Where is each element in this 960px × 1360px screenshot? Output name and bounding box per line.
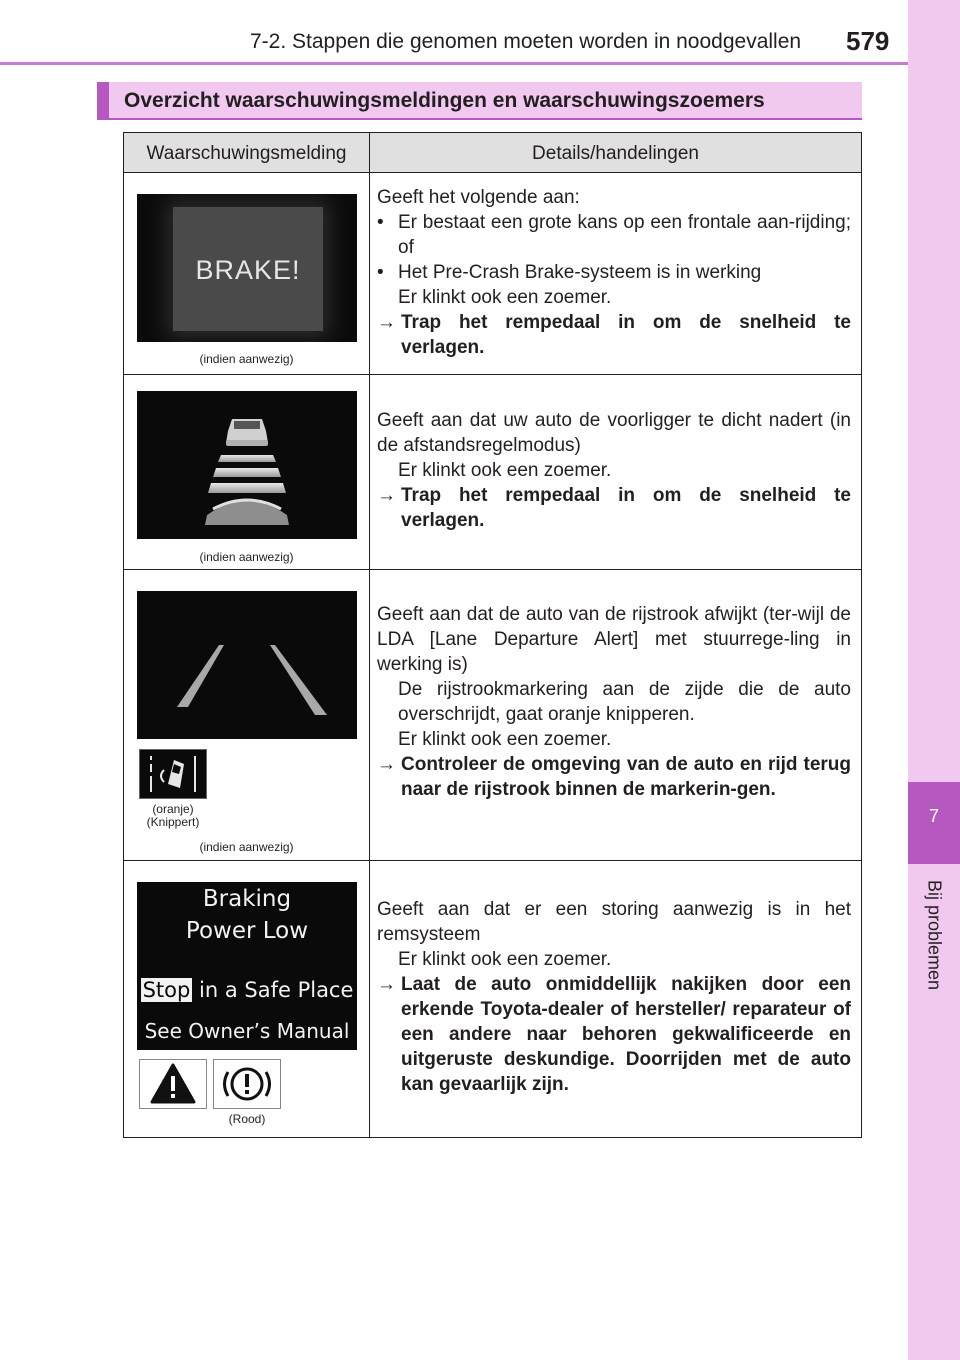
section-banner bbox=[97, 82, 862, 120]
table-row-distance bbox=[124, 375, 861, 569]
screen-line-safe-place: Stop in a Safe Place bbox=[142, 978, 354, 1002]
details-note: Er klinkt ook een zoemer. bbox=[398, 460, 612, 481]
header-warning-message: Waarschuwingsmelding bbox=[146, 143, 347, 164]
table-row-brake bbox=[124, 174, 861, 374]
details-intro: Geeft het volgende aan: bbox=[377, 187, 580, 208]
brake-warning-text: BRAKE! bbox=[195, 255, 301, 285]
row-details bbox=[377, 185, 851, 360]
table-row-braking-power bbox=[124, 861, 861, 1137]
screen-line-power-low: Power Low bbox=[185, 918, 309, 944]
row-details bbox=[377, 897, 851, 1097]
image-caption: (indien aanwezig) bbox=[199, 352, 294, 366]
chapter-label: Bij problemen bbox=[924, 879, 945, 991]
brake-warning-panel bbox=[173, 207, 323, 331]
warnings-table bbox=[123, 132, 862, 1138]
icon-caption-color: (oranje) bbox=[152, 802, 194, 816]
details-note: Er klinkt ook een zoemer. bbox=[398, 949, 612, 970]
icon-caption-blink: (Knippert) bbox=[146, 815, 200, 829]
screen-line-braking: Braking bbox=[202, 886, 292, 912]
details-action: → Trap het rempedaal in om de snelheid te verlagen. bbox=[377, 485, 851, 531]
details-action: → Trap het rempedaal in om de snelheid te verlagen. bbox=[377, 312, 851, 358]
chapter-side-strip bbox=[908, 0, 960, 1360]
details-intro: Geeft aan dat de auto van de rijstrook afwijkt (ter-wijl de LDA [Lane Departure Alert] met stuurrege-ling in werking is) bbox=[377, 604, 851, 675]
screen-line-manual: See Owner’s Manual bbox=[144, 1019, 350, 1043]
right-arrow-icon: → bbox=[377, 312, 396, 333]
lane-departure-screen bbox=[137, 591, 357, 739]
row-details bbox=[377, 602, 851, 802]
brake-system-icon bbox=[213, 1059, 281, 1109]
details-note: Er klinkt ook een zoemer. bbox=[398, 729, 612, 750]
details-note: Er klinkt ook een zoemer. bbox=[398, 287, 612, 308]
car-approach-icon bbox=[137, 391, 357, 539]
lane-departure-icon bbox=[139, 749, 207, 799]
image-caption: (indien aanwezig) bbox=[199, 840, 294, 854]
details-bullet: • Het Pre-Crash Brake-systeem is in werking bbox=[377, 262, 762, 283]
table-row-lane-departure bbox=[124, 570, 861, 860]
table-header bbox=[124, 133, 861, 173]
right-arrow-icon: → bbox=[377, 754, 396, 775]
header-section-title: 7-2. Stappen die genomen moeten worden in noodgevallen bbox=[250, 30, 802, 53]
details-action: → Laat de auto onmiddellijk nakijken door een erkende Toyota-dealer of hersteller/ reparateur of een andere naar behoren gekwalificeerde en uitgeruste deskundige. Doorrijden met de auto kan gevaarlijk zijn. bbox=[377, 974, 851, 1095]
header-details: Details/handelingen bbox=[532, 143, 699, 164]
details-note: De rijstrookmarkering aan de zijde die de auto overschrijdt, gaat oranje knipperen. bbox=[398, 679, 851, 725]
distance-warning-screen bbox=[137, 391, 357, 539]
page-number: 579 bbox=[846, 26, 890, 56]
row-details bbox=[377, 408, 851, 533]
details-action: → Controleer de omgeving van de auto en rijd terug naar de rijstrook binnen de markerin-gen. bbox=[377, 754, 851, 800]
right-arrow-icon: → bbox=[377, 485, 396, 506]
stop-highlight: Stop bbox=[142, 978, 191, 1002]
icon-caption-red: (Rood) bbox=[228, 1112, 266, 1126]
section-title: Overzicht waarschuwingsmeldingen en waarschuwingszoemers bbox=[124, 89, 765, 112]
braking-power-screen bbox=[137, 882, 357, 1050]
details-bullet: • Er bestaat een grote kans op een frontale aan-rijding; of bbox=[377, 212, 851, 258]
header-rule bbox=[0, 62, 908, 65]
brake-warning-screen bbox=[137, 194, 357, 342]
warning-triangle-icon bbox=[139, 1059, 207, 1109]
details-intro: Geeft aan dat er een storing aanwezig is in het remsysteem bbox=[377, 899, 851, 945]
image-caption: (indien aanwezig) bbox=[199, 550, 294, 564]
details-intro: Geeft aan dat uw auto de voorligger te dicht nadert (in de afstandsregelmodus) bbox=[377, 410, 851, 456]
lane-markings bbox=[137, 591, 357, 739]
chapter-number: 7 bbox=[928, 806, 939, 826]
right-arrow-icon: → bbox=[377, 974, 396, 995]
